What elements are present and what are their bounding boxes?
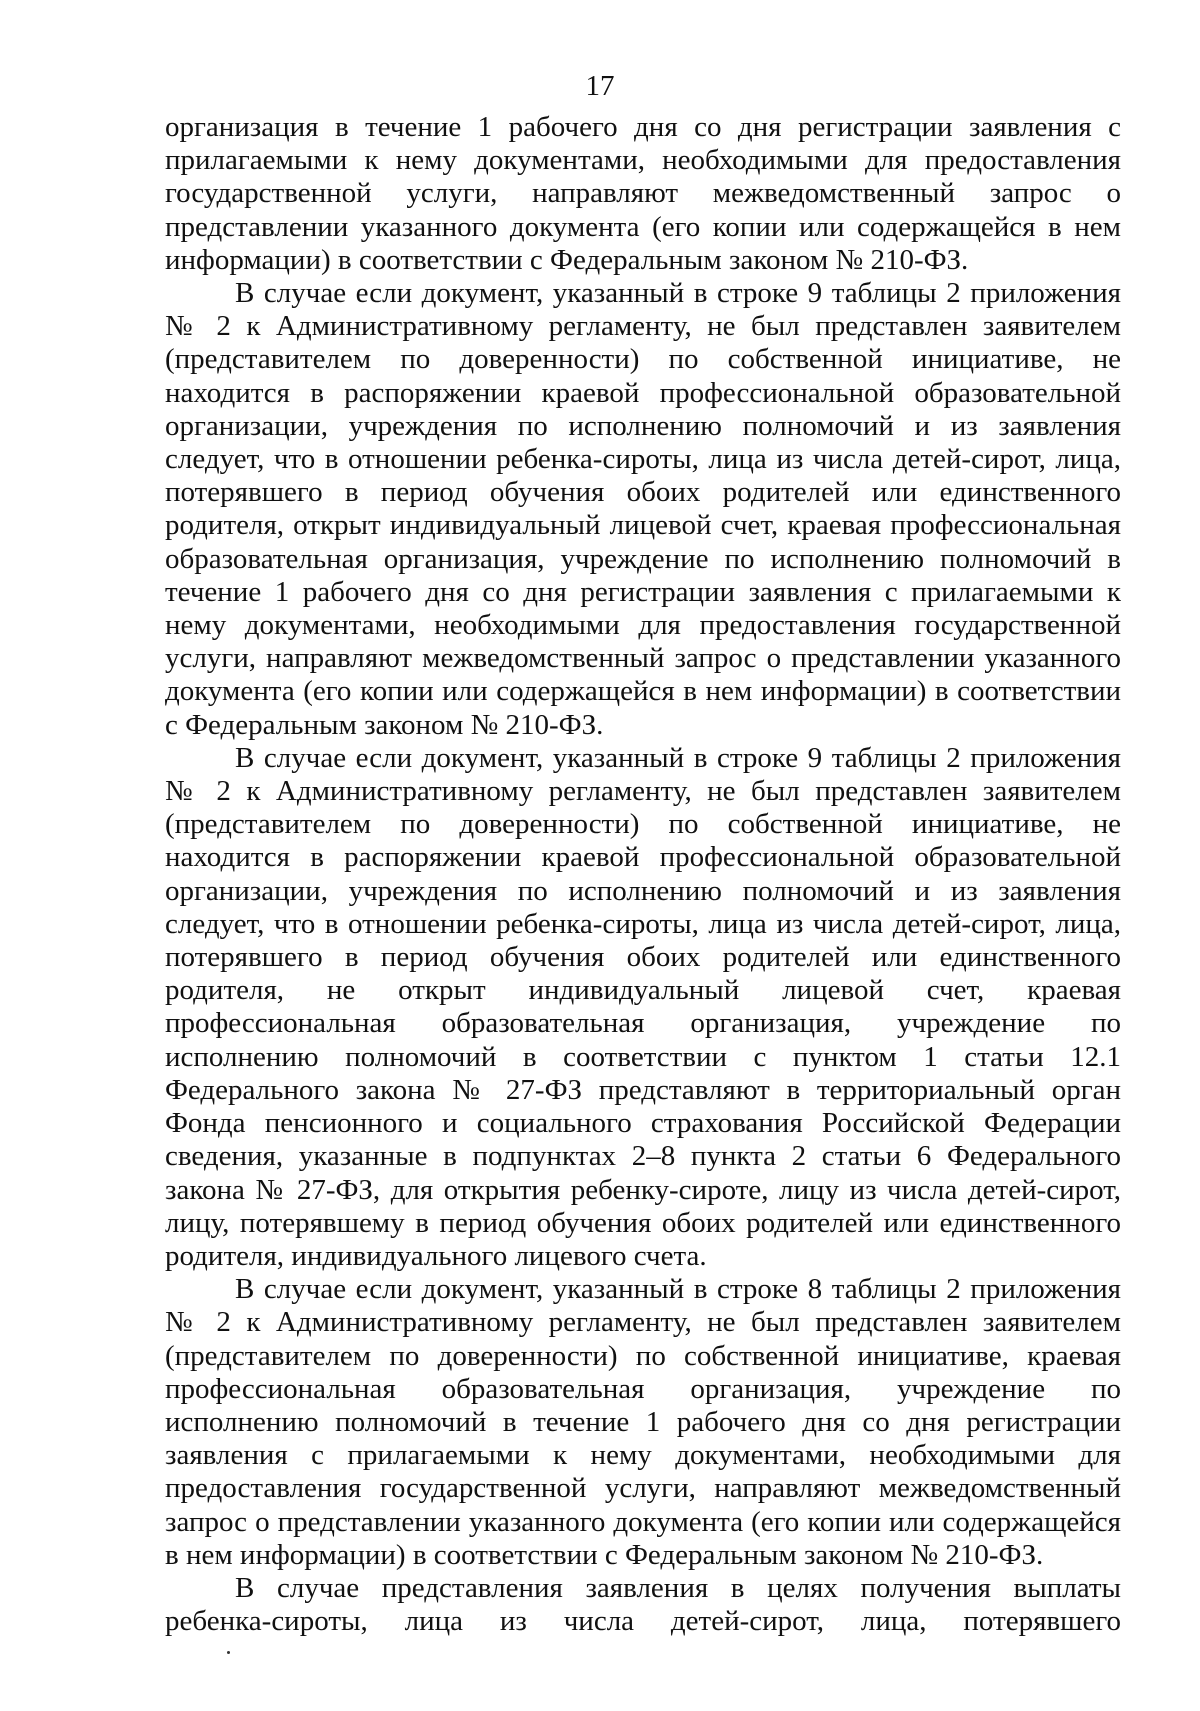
paragraph-row-8: В случае если документ, указанный в строке 8 таблицы 2 приложения № 2 к Административному регламенту, не был представлен заявителем (представителем по доверенности) по собственной инициативе, краевая профессиональная образовательная организация, учреждение по исполнению полномочий в течение 1 рабочего дня со дня регистрации заявления с прилагаемыми к нему документами, необходимыми для предоставления государственной услуги, направляют межведомственный запрос о представлении указанного документа (его копии или содержащейся в нем информации) в соответствии с Федеральным законом № 210-ФЗ. <box>165 1273 1121 1571</box>
paragraph-continuation: организация в течение 1 рабочего дня со дня регистрации заявления с прилагаемыми к нему документами, необходимыми для предоставления государственной услуги, направляют межведомственный запрос о представлении указанного документа (его копии или содержащейся в нем информации) в соответствии с Федеральным законом № 210-ФЗ. <box>165 111 1121 276</box>
scan-speck <box>227 1651 230 1654</box>
paragraph-row-9-account-open: В случае если документ, указанный в строке 9 таблицы 2 приложения № 2 к Административному регламенту, не был представлен заявителем (представителем по доверенности) по собственной инициативе, не находится в распоряжении краевой профессиональной образовательной организации, учреждения по исполнению полномочий и из заявления следует, что в отношении ребенка-сироты, лица из числа детей-сирот, лица, потерявшего в период обучения обоих родителей или единственного родителя, открыт индивидуальный лицевой счет, краевая профессиональная образовательная организация, учреждение по исполнению полномочий в течение 1 рабочего дня со дня регистрации заявления с прилагаемыми к нему документами, необходимыми для предоставления государственной услуги, направляют межведомственный запрос о представлении указанного документа (его копии или содержащейся в нем информации) в соответствии с Федеральным законом № 210-ФЗ. <box>165 277 1121 741</box>
paragraph-row-9-account-not-open: В случае если документ, указанный в строке 9 таблицы 2 приложения № 2 к Административному регламенту, не был представлен заявителем (представителем по доверенности) по собственной инициативе, не находится в распоряжении краевой профессиональной образовательной организации, учреждения по исполнению полномочий и из заявления следует, что в отношении ребенка-сироты, лица из числа детей-сирот, лица, потерявшего в период обучения обоих родителей или единственного родителя, не открыт индивидуальный лицевой счет, краевая профессиональная образовательная организация, учреждение по исполнению полномочий в соответствии с пунктом 1 статьи 12.1 Федерального закона № 27-ФЗ представляют в территориальный орган Фонда пенсионного и социального страхования Российской Федерации сведения, указанные в подпунктах 2–8 пункта 2 статьи 6 Федерального закона № 27-ФЗ, для открытия ребенку-сироте, лицу из числа детей-сирот, лицу, потерявшему в период обучения обоих родителей или единственного родителя, индивидуального лицевого счета. <box>165 741 1121 1272</box>
paragraph-payment-request: В случае представления заявления в целях получения выплаты ребенка-сироты, лица из числа детей-сирот, лица, потерявшего <box>165 1571 1121 1638</box>
document-body <box>165 111 1121 1638</box>
page-number: 17 <box>585 70 615 102</box>
